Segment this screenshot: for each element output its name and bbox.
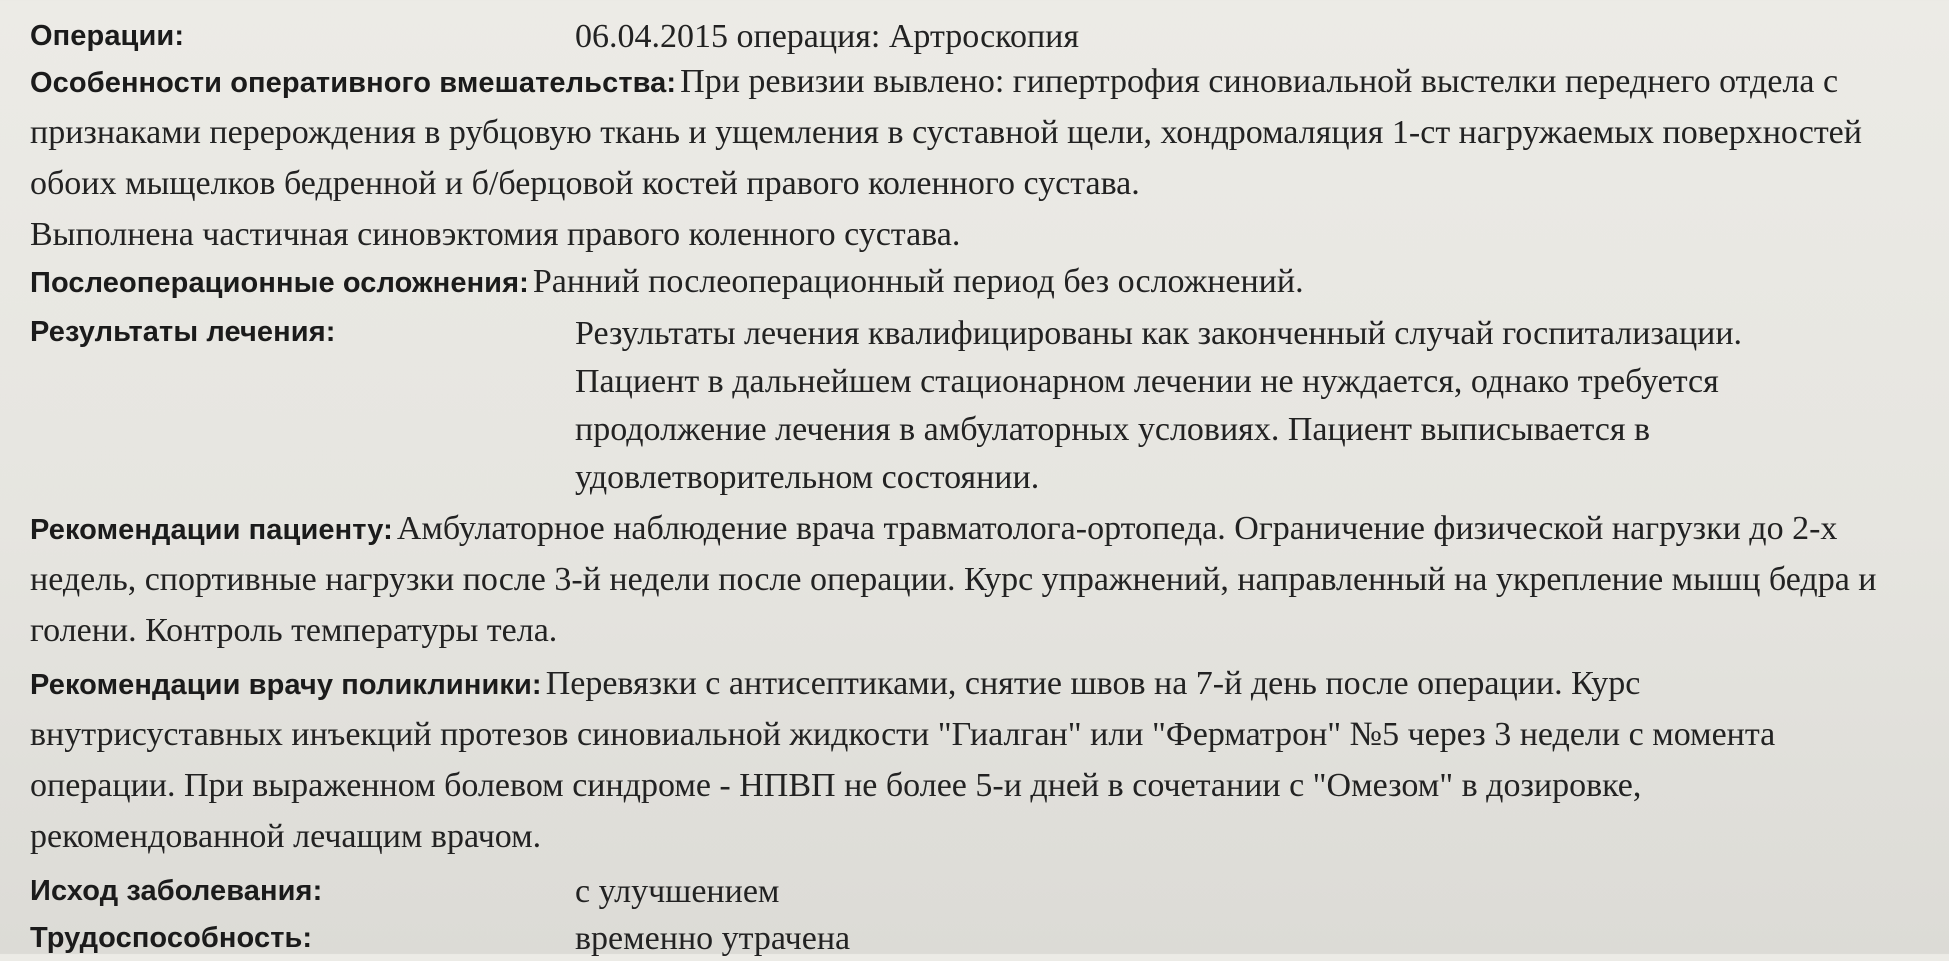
postop-complications-row xyxy=(30,259,1889,310)
disease-outcome-row xyxy=(30,869,1889,914)
operation-features-row xyxy=(30,59,1889,212)
patient-recommendations-label: Рекомендации пациенту: xyxy=(30,514,393,546)
operation-features-label: Особенности оперативного вмешательства: xyxy=(30,67,677,99)
work-capacity-row xyxy=(30,916,1889,961)
disease-outcome-label: Исход заболевания: xyxy=(30,875,323,907)
performed-procedure-text: Выполнена частичная синовэктомия правого коленного сустава. xyxy=(30,216,961,253)
operations-value: 06.04.2015 операция: Артроскопия xyxy=(575,18,1079,55)
treatment-results-value: Результаты лечения квалифицированы как законченный случай госпитализации. Пациент в дальнейшем стационарном лечении не нуждается, однако требуется продолжение лечения в амбулаторных условиях. Пациент выписывается в удовлетворительном состоянии. xyxy=(575,315,1743,496)
work-capacity-value: временно утрачена xyxy=(575,920,851,957)
clinic-doctor-recommendations-label: Рекомендации врачу поликлиники: xyxy=(30,669,542,701)
treatment-results-label: Результаты лечения: xyxy=(30,316,336,348)
clinic-doctor-recommendations-row xyxy=(30,661,1889,865)
treatment-results-row xyxy=(30,310,1889,502)
operation-features-value: При ревизии вывлено: гипертрофия синовиальной выстелки переднего отдела с признаками перерождения в рубцовую ткань и ущемления в суставной щели, хондромаляция 1-ст нагружаемых поверхностей обоих мыщелков бедренной и б/берцовой костей правого коленного сустава. xyxy=(30,63,1862,202)
disease-outcome-value: с улучшением xyxy=(575,873,780,910)
patient-recommendations-row xyxy=(30,506,1889,659)
operations-label: Операции: xyxy=(30,20,185,52)
work-capacity-label: Трудоспособность: xyxy=(30,922,313,954)
postop-complications-value: Ранний послеоперационный период без осложнений. xyxy=(532,263,1304,300)
clinic-doctor-recommendations-value: Перевязки с антисептиками, снятие швов на 7-й день после операции. Курс внутрисуставных инъекций протезов синовиальной жидкости "Гиалган" или "Ферматрон" №5 через 3 недели с момента операции. При выраженном болевом синдроме - НПВП не более 5-и дней в сочетании с "Омезом" в дозировке, рекомендованной лечащим врачом. xyxy=(30,665,1776,855)
patient-recommendations-value: Амбулаторное наблюдение врача травматолога-ортопеда. Ограничение физической нагрузки до 2-х недель, спортивные нагрузки после 3-й недели после операции. Курс упражнений, направленный на укрепление мышц бедра и голени. Контроль температуры тела. xyxy=(30,510,1877,649)
operations-row xyxy=(30,14,1889,59)
postop-complications-label: Послеоперационные осложнения: xyxy=(30,267,529,299)
